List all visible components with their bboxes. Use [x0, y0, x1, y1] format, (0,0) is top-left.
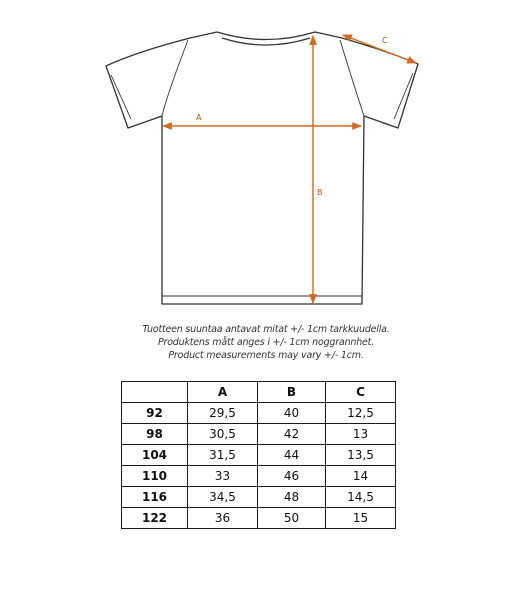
cell-b: 48: [258, 487, 326, 508]
label-a: A: [196, 113, 202, 122]
size-table: [121, 381, 396, 529]
row-size: 122: [122, 508, 188, 529]
cell-a: 31,5: [188, 445, 258, 466]
cell-b: 40: [258, 403, 326, 424]
cell-a: 29,5: [188, 403, 258, 424]
measure-c: [343, 35, 416, 63]
note-finnish: Tuotteen suuntaa antavat mitat +/- 1cm tarkkuudella.: [142, 324, 390, 335]
cell-b: 46: [258, 466, 326, 487]
cell-a: 30,5: [188, 424, 258, 445]
cell-c: 13,5: [326, 445, 396, 466]
row-size: 110: [122, 466, 188, 487]
cell-b: 50: [258, 508, 326, 529]
header-a: A: [188, 382, 258, 403]
table-row: [122, 445, 396, 466]
label-b: B: [317, 188, 323, 197]
row-size: 116: [122, 487, 188, 508]
cell-c: 12,5: [326, 403, 396, 424]
header-c: C: [326, 382, 396, 403]
measure-a: [163, 113, 361, 126]
row-size: 104: [122, 445, 188, 466]
row-size: 92: [122, 403, 188, 424]
note-english: Product measurements may vary +/- 1cm.: [168, 350, 364, 361]
cell-a: 36: [188, 508, 258, 529]
cell-b: 42: [258, 424, 326, 445]
cell-b: 44: [258, 445, 326, 466]
table-header-row: [122, 382, 396, 403]
header-b: B: [258, 382, 326, 403]
cell-a: 34,5: [188, 487, 258, 508]
note-swedish: Produktens mått anges i +/- 1cm noggrannhet.: [157, 337, 375, 348]
table-row: [122, 466, 396, 487]
measure-b: [313, 36, 323, 303]
cell-a: 33: [188, 466, 258, 487]
table-row: [122, 487, 396, 508]
header-size: [122, 382, 188, 403]
measurement-notes: [0, 323, 532, 362]
label-c: C: [382, 36, 388, 45]
table-row: [122, 508, 396, 529]
cell-c: 14: [326, 466, 396, 487]
row-size: 98: [122, 424, 188, 445]
table-row: [122, 424, 396, 445]
cell-c: 13: [326, 424, 396, 445]
table-row: [122, 403, 396, 424]
tshirt-outline: [106, 32, 418, 304]
cell-c: 14,5: [326, 487, 396, 508]
cell-c: 15: [326, 508, 396, 529]
